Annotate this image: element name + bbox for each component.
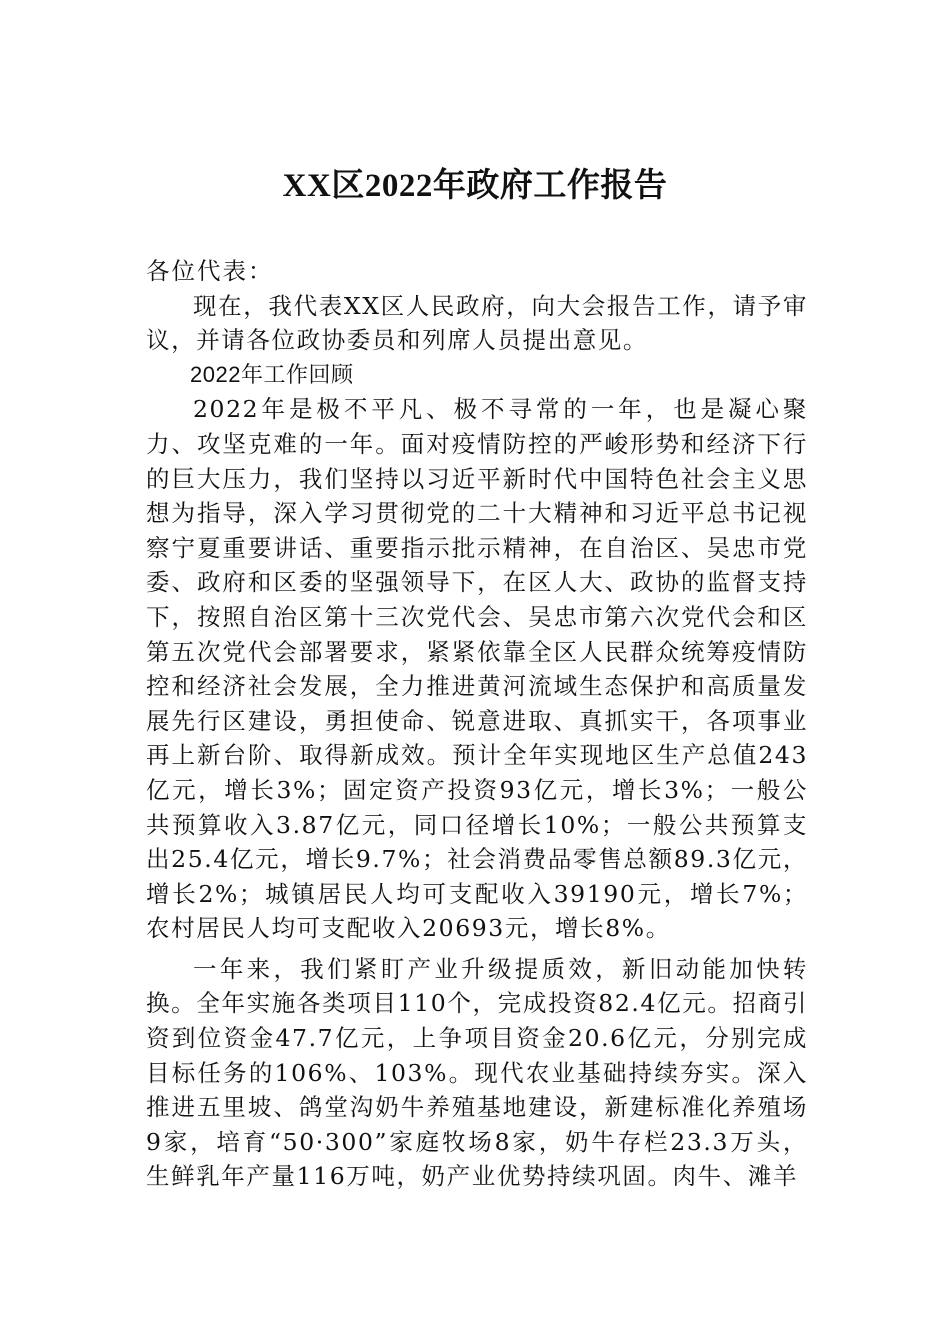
salutation: 各位代表： [146, 257, 274, 285]
intro-paragraph: 现在，我代表XX区人民政府，向大会报告工作，请予审议，并请各位政协委员和列席人员提出意见。 [146, 291, 808, 355]
document-title: XX区2022年政府工作报告 [282, 168, 668, 204]
document-body [146, 254, 808, 1194]
section-heading: 2022年工作回顾 [190, 361, 354, 387]
review-paragraph-1: 2022年是极不平凡、极不寻常的一年，也是凝心聚力、攻坚克难的一年。面对疫情防控的严峻形势和经济下行的巨大压力，我们坚持以习近平新时代中国特色社会主义思想为指导，深入学习贯彻党的二十大精神和习近平总书记视察宁夏重要讲话、重要指示批示精神，在自治区、吴忠市党委、政府和区委的坚强领导下，在区人大、政协的监督支持下，按照自治区第十三次党代会、吴忠市第六次党代会和区第五次党代会部署要求，紧紧依靠全区人民群众统筹疫情防控和经济社会发展，全力推进黄河流域生态保护和高质量发展先行区建设，勇担使命、锐意进取、真抓实干，各项事业再上新台阶、取得新成效。预计全年实现地区生产总值243亿元，增长3%；固定资产投资93亿元，增长3%；一般公共预算收入3.87亿元，同口径增长10%；一般公共预算支出25.4亿元，增长9.7%；社会消费品零售总额89.3亿元，增长2%；城镇居民人均可支配收入39190元，增长7%；农村居民人均可支配收入20693元，增长8%。 [146, 395, 808, 943]
review-paragraph-2: 一年来，我们紧盯产业升级提质效，新旧动能加快转换。全年实施各类项目110个，完成投资82.4亿元。招商引资到位资金47.7亿元，上争项目资金20.6亿元，分别完成目标任务的106%、103%。现代农业基础持续夯实。深入推进五里坡、鸽堂沟奶牛养殖基地建设，新建标准化养殖场9家，培育“50·300”家庭牧场8家，奶牛存栏23.3万头，生鲜乳年产量116万吨，奶产业优势持续巩固。肉牛、滩羊 [146, 954, 808, 1191]
